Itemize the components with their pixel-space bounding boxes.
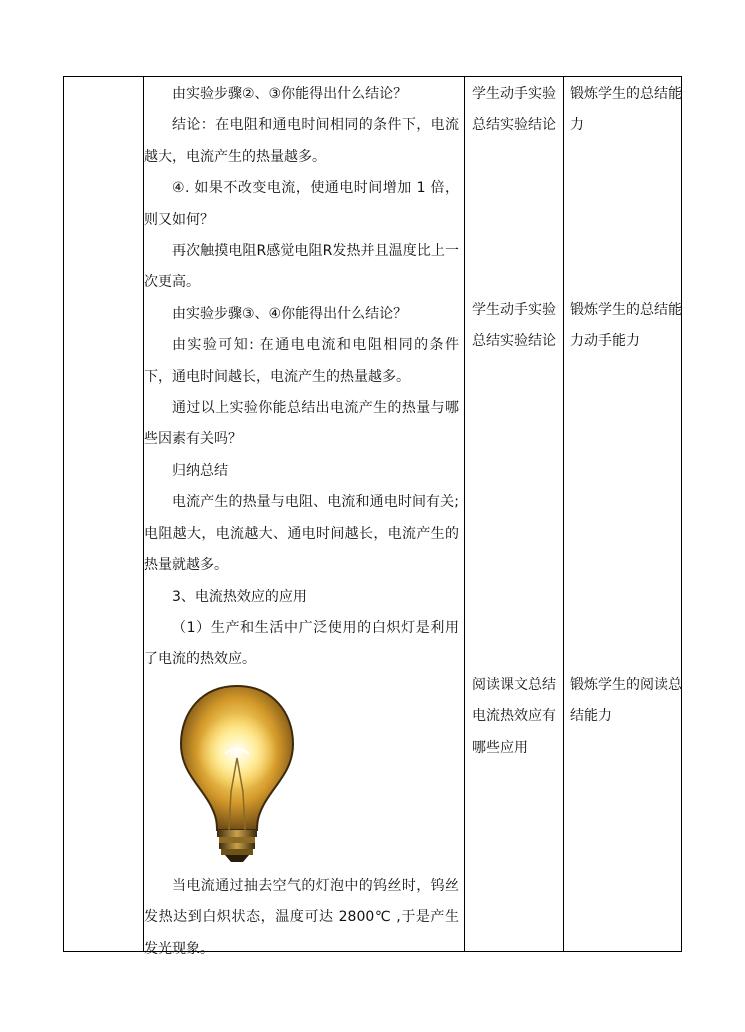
student-activity-cell bbox=[472, 670, 564, 764]
student-activity-cell bbox=[472, 79, 564, 142]
paragraph: 归纳总结 bbox=[172, 462, 228, 479]
paragraph: ④. 如果不改变电流，使通电时间增加 1 倍，则又如何？ bbox=[144, 180, 459, 228]
lesson-table bbox=[63, 76, 682, 957]
intent-text: 锻炼学生的总结能力 bbox=[570, 86, 682, 134]
intent-text: 锻炼学生的阅读总结能力 bbox=[570, 677, 682, 725]
paragraph: 电流产生的热量与电阻、电流和通电时间有关; 电阻越大，电流越大、通电时间越长，电流产生的热量就越多。 bbox=[144, 494, 459, 574]
paragraph: 由实验可知: 在通电电流和电阻相同的条件下，通电时间越长，电流产生的热量越多。 bbox=[144, 337, 459, 385]
paragraph: （1）生产和生活中广泛使用的白炽灯是利用了电流的热效应。 bbox=[144, 619, 459, 668]
student-activity-cell bbox=[472, 295, 564, 358]
bulb-figure bbox=[144, 676, 459, 871]
light-bulb-icon bbox=[177, 682, 297, 864]
teaching-process-cell bbox=[144, 79, 459, 965]
intent-text: 锻炼学生的总结能力动手能力 bbox=[570, 302, 682, 350]
activity-text: 学生动手实验总结实验结论 bbox=[472, 86, 556, 134]
column-divider bbox=[464, 77, 465, 951]
design-intent-cell bbox=[570, 295, 682, 358]
activity-text: 学生动手实验总结实验结论 bbox=[472, 302, 556, 350]
design-intent-cell bbox=[570, 670, 682, 733]
paragraph: 再次触摸电阻R感觉电阻R发热并且温度比上一次更高。 bbox=[144, 243, 459, 291]
column-divider bbox=[563, 77, 564, 951]
paragraph: 由实验步骤③、④你能得出什么结论？ bbox=[172, 305, 408, 322]
design-intent-cell bbox=[570, 79, 682, 142]
paragraph: 通过以上实验你能总结出电流产生的热量与哪些因素有关吗？ bbox=[144, 400, 459, 448]
paragraph: 当电流通过抽去空气的灯泡中的钨丝时，钨丝发热达到白炽状态，温度可达 2800℃ ,于是产生发光现象。 bbox=[144, 877, 459, 957]
paragraph: 由实验步骤②、③你能得出什么结论？ bbox=[172, 86, 408, 102]
paragraph: 结论：在电阻和通电时间相同的条件下，电流越大，电流产生的热量越多。 bbox=[144, 117, 459, 165]
paragraph: 3、电流热效应的应用 bbox=[172, 588, 307, 605]
activity-text: 阅读课文总结电流热效应有哪些应用 bbox=[472, 677, 556, 756]
